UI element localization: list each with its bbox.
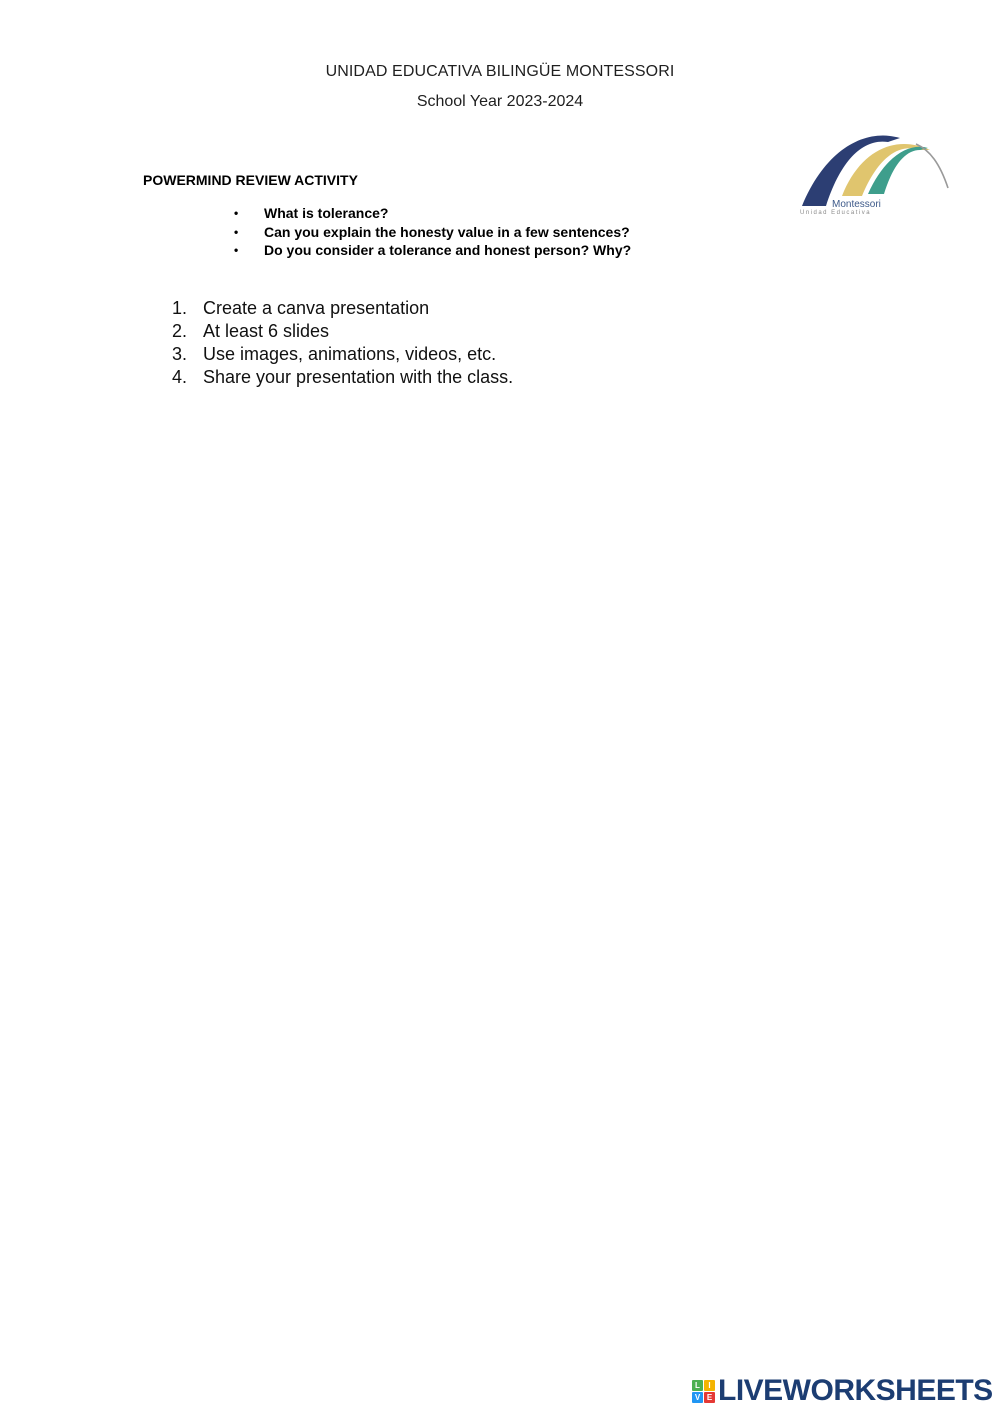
bullet-icon: • [234,224,239,239]
step-text: At least 6 slides [203,321,330,341]
school-year: School Year 2023-2024 [416,93,584,110]
step-number: 3. [172,344,188,364]
question-text: Can you explain the honesty value in a few sentences? [264,223,630,240]
step-item [172,343,513,366]
liveworksheets-watermark [692,1374,993,1408]
step-text: Share your presentation with the class. [203,367,514,387]
question-list [232,204,631,260]
step-text: Use images, animations, videos, etc. [203,344,497,364]
step-number: 4. [172,367,188,387]
tile-i: I [704,1380,715,1391]
question-item [232,204,631,223]
tile-v: V [692,1392,703,1403]
activity-title: POWERMIND REVIEW ACTIVITY [143,172,358,188]
question-item [232,223,631,242]
logo-name: Montessori [832,199,881,210]
school-logo [796,128,952,218]
bullet-icon: • [234,243,239,258]
school-name: UNIDAD EDUCATIVA BILINGÜE MONTESSORI [325,63,675,80]
question-item [232,241,631,260]
steps-list [172,297,513,389]
question-text: Do you consider a tolerance and honest person? Why? [264,242,632,259]
logo-subtitle: Unidad Educativa [800,210,872,216]
step-number: 1. [172,298,188,318]
step-number: 2. [172,321,188,341]
step-text: Create a canva presentation [203,298,430,318]
arch-logo-icon [796,128,952,218]
question-text: What is tolerance? [264,205,389,221]
bullet-icon: • [234,206,239,220]
step-item [172,366,513,389]
step-item [172,297,513,320]
watermark-text: LIVEWORKSHEETS [718,1374,993,1407]
step-item [172,320,513,343]
tile-e: E [704,1392,715,1403]
liveworksheets-logo-icon [692,1380,715,1403]
tile-l: L [692,1380,703,1391]
